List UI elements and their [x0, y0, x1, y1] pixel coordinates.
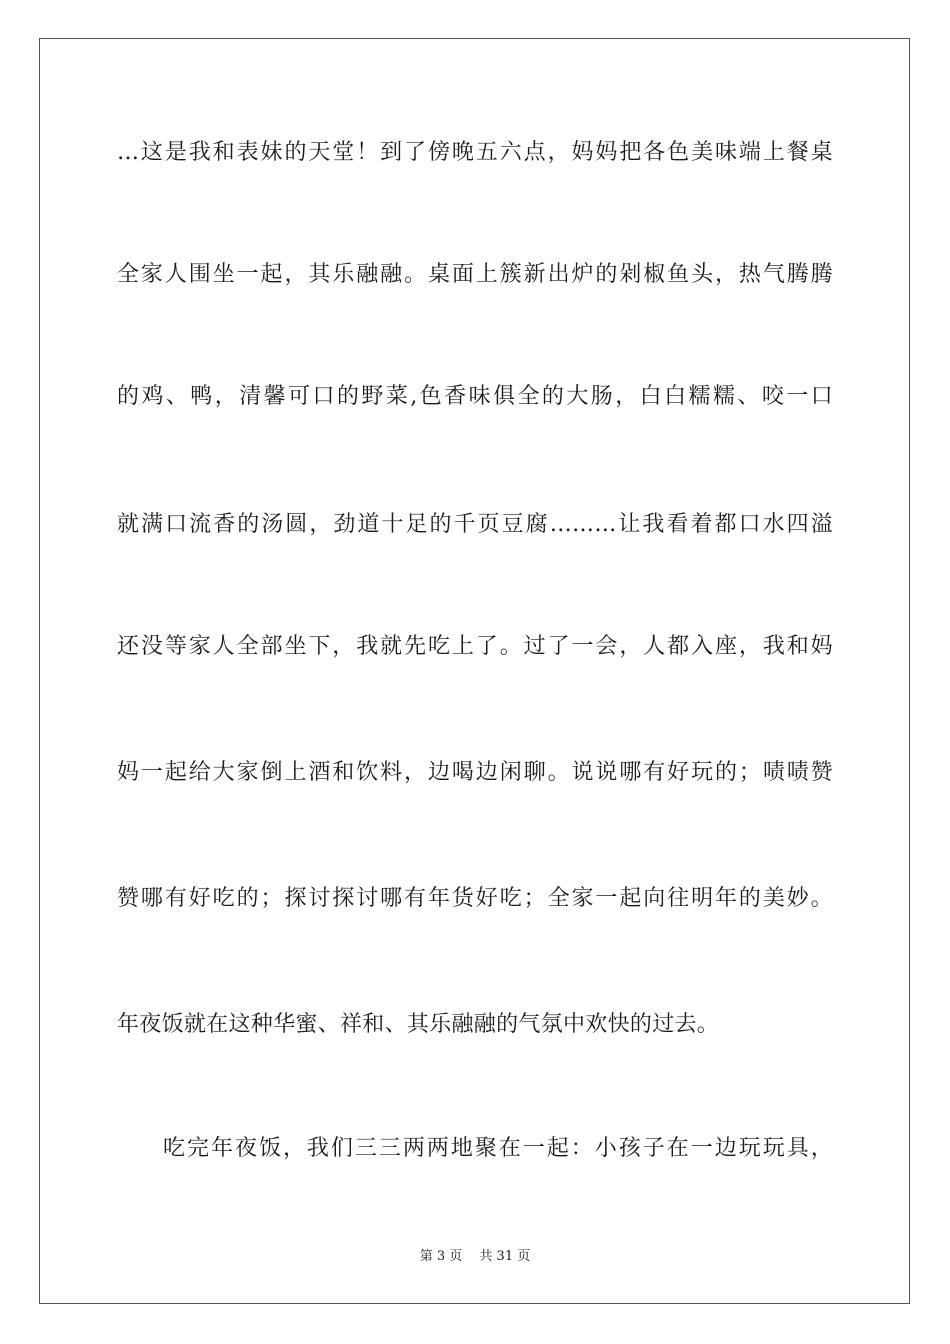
body-line-6: 妈一起给大家倒上酒和饮料，边喝边闲聊。说说哪有好玩的；啧啧赞	[117, 760, 833, 785]
body-line-3: 的鸡、鸭，清馨可口的野菜,色香味俱全的大肠，白白糯糯、咬一口	[117, 384, 833, 409]
body-line-8: 年夜饭就在这种华蜜、祥和、其乐融融的气氛中欢快的过去。	[117, 1012, 720, 1037]
body-line-5: 还没等家人全部坐下，我就先吃上了。过了一会，人都入座，我和妈	[117, 634, 833, 659]
body-line-4: 就满口流香的汤圆，劲道十足的千页豆腐………让我看着都口水四溢	[117, 512, 833, 537]
body-line-9: 吃完年夜饭，我们三三两两地聚在一起：小孩子在一边玩玩具，	[163, 1136, 833, 1161]
page-number: 第 3 页 共 31 页	[419, 1249, 531, 1264]
body-line-7: 赞哪有好吃的；探讨探讨哪有年货好吃；全家一起向往明年的美妙。	[117, 886, 833, 911]
body-line-2: 全家人围坐一起，其乐融融。桌面上簇新出炉的剁椒鱼头，热气腾腾	[117, 262, 833, 287]
page-border	[39, 38, 910, 1304]
body-line-1: …这是我和表妹的天堂！到了傍晚五六点，妈妈把各色美味端上餐桌	[117, 140, 833, 165]
